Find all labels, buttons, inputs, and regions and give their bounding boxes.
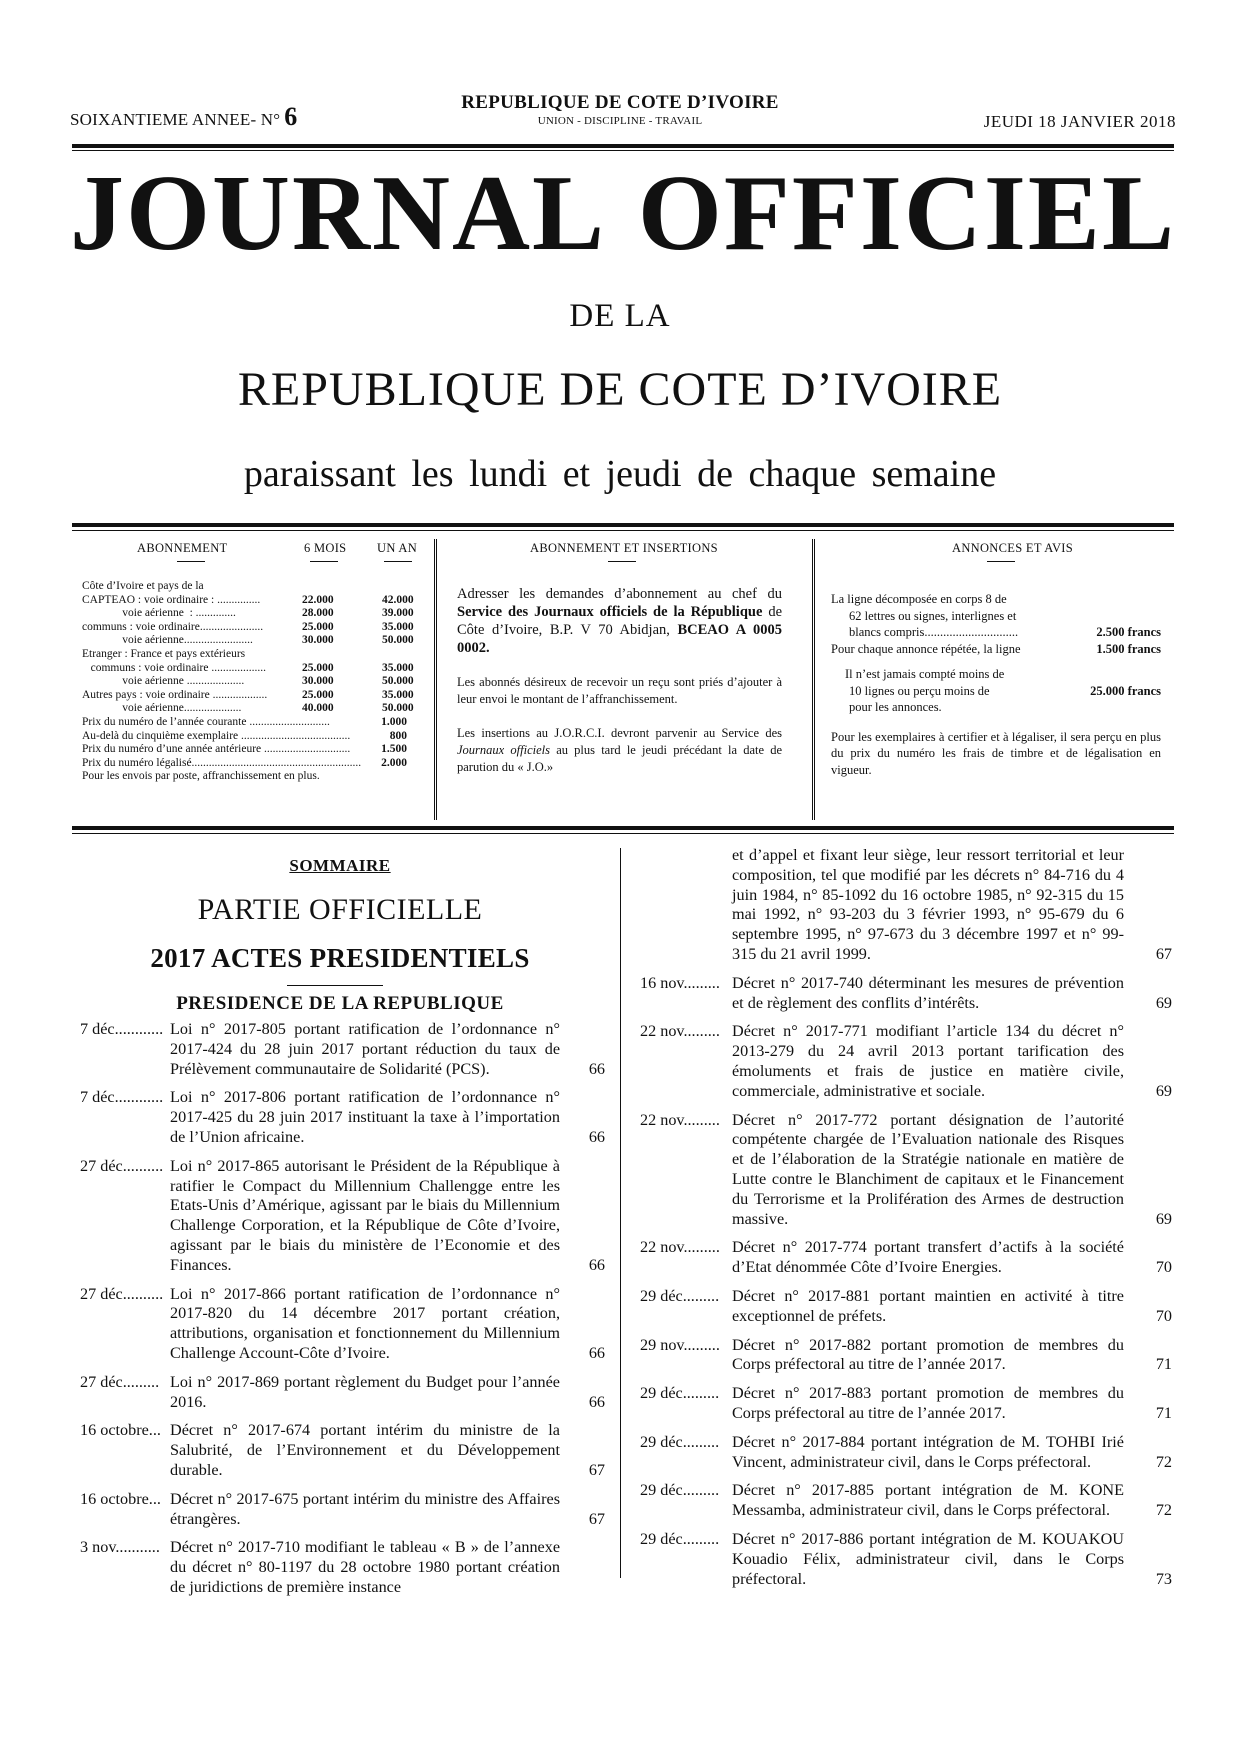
postal-note: Pour les envois par poste, affranchissement en plus. [82,770,320,783]
toc-entry[interactable] [640,974,1172,1014]
toc-entry[interactable] [80,1373,605,1413]
top-rule [72,144,1174,148]
toc-page: 73 [1155,1569,1172,1588]
un-an-header: UN AN [377,541,418,555]
toc-page: 72 [1155,1452,1172,1471]
toc-entry[interactable] [640,1481,1172,1521]
toc-date: 3 nov........... [80,1538,160,1557]
sommaire-heading: SOMMAIRE [289,856,391,875]
tariff-row: voie aérienne........................ 30.000 50.000 [82,634,414,647]
tariff-row: communs : voie ordinaire...................... 25.000 35.000 [82,620,414,633]
actes-presidentiels-heading: 2017 ACTES PRESIDENTIELS [150,943,530,973]
toc-page: 67 [588,1509,605,1528]
toc-page: 67 [1155,944,1172,963]
price-row: Au-delà du cinquième exemplaire ...................................... 800 [82,729,407,742]
toc-entry[interactable] [640,1336,1172,1376]
masthead-center [440,92,800,127]
toc-text: Décret n° 2017-881 portant maintien en activité à titre exceptionnel de préfets. [732,1286,1124,1325]
box-top-rule-thin [72,530,1174,531]
subscription-address: Adresser les demandes d’abonnement au chef du Service des Journaux officiels de la République de Côte d’Ivoire, B.P. V 70 Abidjan, BCEAO A 0005 0002. [457,586,783,656]
toc-date: 29 déc......... [640,1529,720,1548]
publication-frequency: paraissant les lundi et jeudi de chaque semaine [243,453,997,495]
header-underline [310,561,338,562]
toc-page: 66 [588,1127,605,1146]
toc-text: Décret n° 2017-885 portant intégration de M. KONE Messamba, administrateur civil, dans le Corps préfectoral. [732,1481,1124,1520]
toc-page: 66 [588,1255,605,1274]
toc-text: et d’appel et fixant leur siège, leur ressort territorial et leur composition, tel que modifié par les décrets n° 84-716 du 4 juin 1984, n° 85-1092 du 16 octobre 1985, n° 92-315 du 15 mai 1992, n° 93-203 du 3 février 1993, n° 95-679 du 6 septembre 1995, n° 97-673 du 3 décembre 1997 et n° 99-315 du 21 avril 1999. [732,846,1124,963]
toc-text: Loi n° 2017-806 portant ratification de l’ordonnance n° 2017-425 du 28 juin 2017 instituant la taxe à l’importation de l’Union africaine. [170,1088,560,1146]
toc-date: 7 déc............ [80,1088,164,1107]
box-separator-2 [812,539,815,820]
toc-date: 29 nov......... [640,1335,720,1354]
toc-date: 16 nov......... [640,973,720,992]
toc-text: Décret n° 2017-740 déterminant les mesures de prévention et de règlement des conflits d’intérêts. [732,973,1124,1012]
toc-entry[interactable] [640,1530,1172,1589]
price-row: Prix du numéro légalisé........................................................... 2.000 [82,756,407,769]
issue-number: 6 [284,102,298,131]
tariff-row: CAPTEAO : voie ordinaire : ............... 22.000 42.000 [82,593,414,606]
toc-right-column [640,846,1172,1598]
tariff-table [82,580,417,784]
toc-date: 27 déc......... [80,1372,160,1391]
toc-entry[interactable] [80,1157,605,1276]
toc-date: 27 déc.......... [80,1284,164,1303]
toc-text: Décret n° 2017-883 portant promotion de membres du Corps préfectoral au titre de l’année 2017. [732,1384,1124,1422]
header-underline [987,561,1015,562]
toc-text: Loi n° 2017-805 portant ratification de l’ordonnance n° 2017-424 du 28 juin 2017 portant réduction du taux de Prélèvement communautaire de Solidarité (PCS). [170,1020,560,1078]
journal-title [70,154,1176,273]
box-separator-1 [434,539,437,820]
abonnement-header: ABONNEMENT [137,541,228,555]
national-motto: UNION - DISCIPLINE - TRAVAIL [537,115,703,127]
toc-text: Loi n° 2017-869 portant règlement du Budget pour l’année 2016. [170,1372,560,1411]
annonces-header: ANNONCES ET AVIS [952,541,1074,555]
toc-text: Décret n° 2017-772 portant désignation de l’autorité compétente chargée de l’Evaluation nationale des Risques et de l’élaboration de la Stratégie nationale en matière de Lutte contre le Blanchiment de capitaux et le Financement du Terrorisme et la Prolifération des Armes de destruction massive. [732,1110,1124,1228]
tariff-intro: Côte d’Ivoire et pays de la [82,580,204,592]
toc-entry[interactable] [80,1285,605,1364]
section-rule [287,985,383,986]
insertions-column [457,585,782,776]
box-bottom-rule [72,826,1174,830]
toc-entry[interactable] [80,1020,605,1079]
six-mois-header: 6 MOIS [304,541,347,555]
toc-entry[interactable] [640,1022,1172,1101]
toc-entry[interactable] [640,1238,1172,1278]
toc-text: Décret n° 2017-886 portant intégration de M. KOUAKOU Kouadio Félix, administrateur civil, dans le Corps préfectoral. [732,1529,1124,1588]
toc-page: 69 [1155,1081,1172,1100]
toc-date: 7 déc............ [80,1020,164,1038]
subtitle-de-la: DE LA [569,298,671,334]
tariff-row: Autres pays : voie ordinaire ................... 25.000 35.000 [82,688,414,701]
price-row: Prix du numéro de l’année courante ............................ 1.000 [82,715,407,728]
toc-entry[interactable] [80,1088,605,1147]
presidence-heading: PRESIDENCE DE LA REPUBLIQUE [176,993,504,1014]
toc-date: 22 nov......... [640,1110,720,1129]
toc-date: 29 déc......... [640,1384,720,1403]
toc-text: Décret n° 2017-882 portant promotion de membres du Corps préfectoral au titre de l’année 2017. [732,1335,1124,1374]
toc-text: Décret n° 2017-771 modifiant l’article 134 du décret n° 2013-279 du 24 avril 2013 portant tarification des émoluments et frais de justice en matière civile, commerciale, administrative et sociale. [732,1022,1124,1100]
toc-entry[interactable] [640,1287,1172,1327]
toc-date: 29 déc......... [640,1286,720,1305]
annonce-line: pour les annonces. [849,700,942,714]
box-bottom-rule-thin [72,833,1174,834]
toc-entry[interactable] [640,1384,1172,1424]
receipt-note: Les abonnés désireux de recevoir un reçu sont priés d’ajouter à leur envoi le montant de l’affranchissement. [457,675,782,706]
tariff-row: communs : voie ordinaire ................... 25.000 35.000 [82,661,414,674]
toc-date: 22 nov......... [640,1022,720,1041]
subscription-box [72,539,1174,820]
tariff-row: voie aérienne.................... 40.000 50.000 [82,702,414,715]
issue-date: JEUDI 18 JANVIER 2018 [983,112,1176,131]
header-underline [608,561,636,562]
insertions-note: Les insertions au J.O.R.C.I. devront parvenir au Service des Journaux officiels au plus tard le jeudi précédant la date de parution du « J.O.» [457,726,783,774]
toc-text: Décret n° 2017-710 modifiant le tableau « B » de l’annexe du décret n° 80-1197 du 28 octobre 1980 portant création de juridictions de première instance [170,1538,560,1596]
toc-page: 71 [1155,1355,1172,1374]
toc-date: 16 octobre... [80,1489,161,1508]
toc-page: 66 [588,1392,605,1411]
toc-date: 22 nov......... [640,1238,720,1257]
toc-page: 71 [1155,1403,1172,1422]
toc-text: Décret n° 2017-675 portant intérim du ministre des Affaires étrangères. [170,1489,560,1528]
box-top-rule [72,523,1174,527]
annonce-rate-row: Pour chaque annonce répétée, la ligne 1.500 francs [831,641,1161,656]
republic-name: REPUBLIQUE DE COTE D’IVOIRE [461,92,779,113]
annonces-column [831,591,1161,778]
toc-page: 70 [1155,1258,1172,1277]
partie-officielle-heading: PARTIE OFFICIELLE [197,893,483,926]
price-row: Prix du numéro d’une année antérieure .............................. 1.500 [82,743,407,756]
toc-text: Décret n° 2017-674 portant intérim du ministre de la Salubrité, de l’Environnement et du Développement durable. [170,1421,560,1479]
tariff-row: voie aérienne : .............. 28.000 39.000 [82,607,414,620]
toc-date: 16 octobre... [80,1421,161,1440]
toc-page: 67 [588,1460,605,1479]
toc-entry-continuation[interactable] [640,846,1172,965]
title-word-journal: JOURNAL [70,154,607,273]
toc-text: Loi n° 2017-866 portant ratification de l’ordonnance n° 2017-820 du 14 décembre 2017 portant création, attributions, organisation et fonctionnement du Millennium Challenge Account-Côte d’Ivoire. [170,1284,560,1362]
subtitle-republic: REPUBLIQUE DE COTE D’IVOIRE [237,363,1003,416]
legalisation-note: Pour les exemplaires à certifier et à légaliser, il sera perçu en plus du prix du numéro les frais de timbre et de légalisation en vigueur. [831,729,1161,777]
year-label-text: SOIXANTIEME ANNEE- N° [70,110,281,129]
toc-entry[interactable] [640,1111,1172,1230]
toc-left-column [80,1020,605,1607]
toc-page: 69 [1155,1209,1172,1228]
issue-year-label [70,102,297,132]
abonnement-insertions-header: ABONNEMENT ET INSERTIONS [530,541,718,555]
toc-entry[interactable] [80,1538,605,1597]
column-divider [620,848,621,1578]
toc-text: Loi n° 2017-865 autorisant le Président de la République à ratifier le Compact du Millennium Challengge entre les Etats-Unis d’Amérique, agissant par le biais du Millennium Challenge Corporation, et la République de Côte d’Ivoire, agissant par le biais du ministère de l’Economie et des Finances. [170,1156,560,1274]
toc-entry[interactable] [80,1421,605,1480]
annonce-line: La ligne décomposée en corps 8 de [831,592,1007,606]
tariff-row: voie aérienne .................... 30.000 50.000 [82,675,414,688]
toc-date: 29 déc......... [640,1481,720,1500]
tariff-row: Etranger : France et pays extérieurs [82,647,246,660]
annonce-rate-row: 10 lignes ou perçu moins de 25.000 francs [849,683,1161,698]
toc-text: Décret n° 2017-774 portant transfert d’actifs à la société d’Etat dénommée Côte d’Ivoire Energies. [732,1238,1124,1277]
toc-entry[interactable] [640,1433,1172,1473]
toc-page: 66 [588,1343,605,1362]
annonce-rate-row: blancs compris.............................. 2.500 francs [849,625,1161,639]
toc-date: 29 déc......... [640,1432,720,1451]
toc-date: 27 déc.......... [80,1156,164,1175]
top-rule-thin [72,150,1174,151]
header-underline [384,561,412,562]
annonce-line: 62 lettres ou signes, interlignes et [849,608,1017,623]
title-word-officiel: OFFICIEL [637,154,1176,273]
header-underline [177,561,205,562]
toc-page: 70 [1155,1306,1172,1325]
toc-page: 69 [1155,993,1172,1012]
annonce-line: Il n’est jamais compté moins de [845,667,1005,681]
toc-entry[interactable] [80,1490,605,1530]
toc-page: 66 [588,1059,605,1078]
toc-page: 72 [1155,1501,1172,1520]
toc-text: Décret n° 2017-884 portant intégration de M. TOHBI Irié Vincent, administrateur civil, dans le Corps préfectoral. [732,1432,1124,1471]
